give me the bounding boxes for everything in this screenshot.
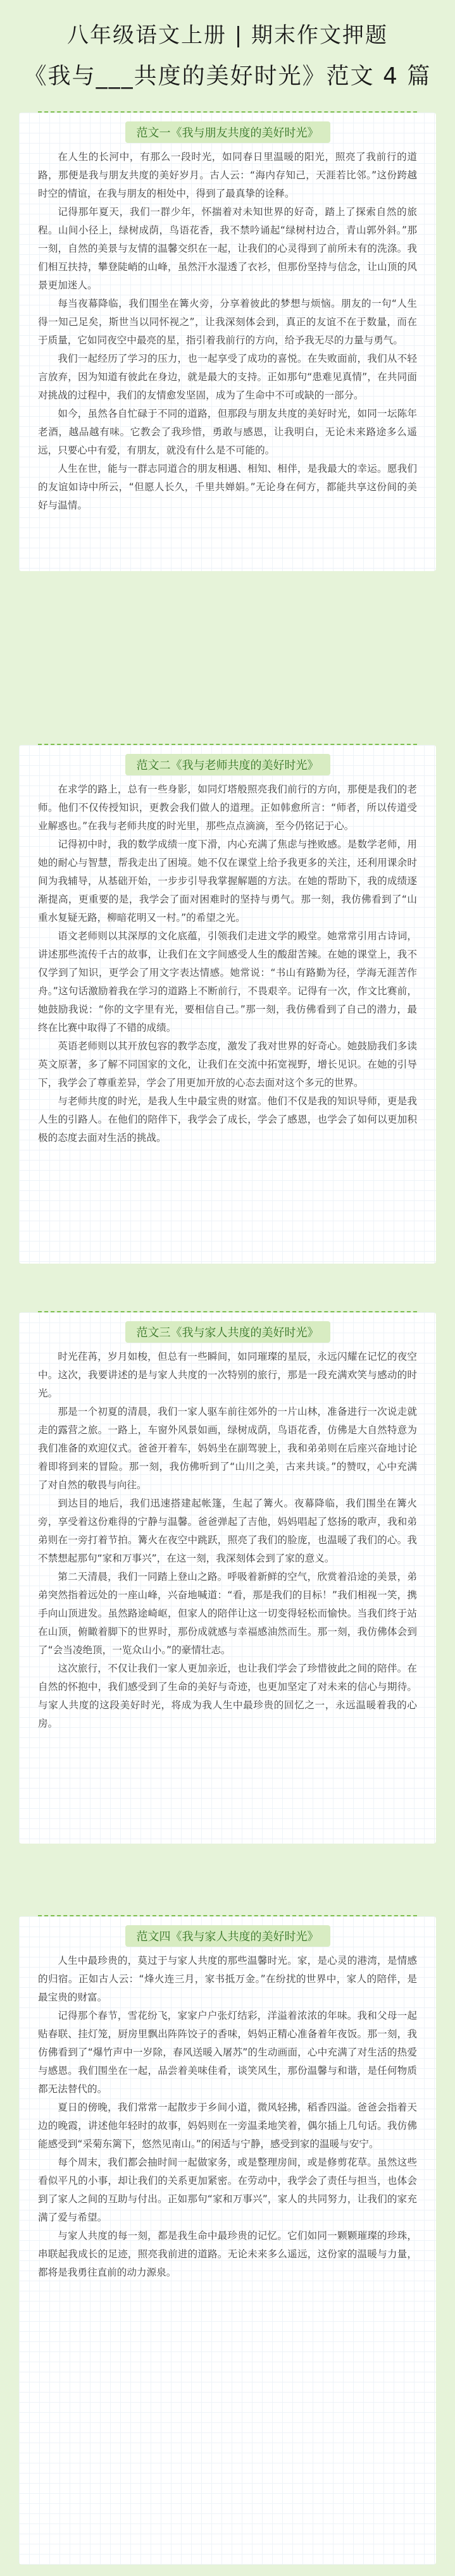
essay-tag: 范文二《我与老师共度的美好时光》	[125, 754, 330, 775]
essay-body	[38, 1952, 417, 2282]
header-title-line2: 《我与___共度的美好时光》范文 4 篇	[23, 63, 432, 89]
essay-tag: 范文四《我与家人共度的美好时光》	[125, 1925, 330, 1947]
essay-tag: 范文一《我与朋友共度的美好时光》	[125, 121, 330, 143]
paragraph: 语文老师则以其深厚的文化底蕴，引领我们走进文学的殿堂。她常常引用古诗词，讲述那些流传千古的故事，让我们在文字间感受人生的酸甜苦辣。在她的课堂上，我不仅学到了知识，更学会了用文字表达情感。她常说：“书山有路勤为径，学海无涯苦作舟。”这句话激励着我在学习的道路上不断前行，不畏艰辛。记得有一次，作文比赛前，她鼓励我说：“你的文字里有光，要相信自己。”那一刻，我仿佛看到了自己的潜力，最终在比赛中取得了不错的成绩。	[38, 930, 417, 1033]
paragraph: 第二天清晨，我们一同踏上登山之路。呼吸着新鲜的空气，欣赏着沿途的美景，弟弟突然指着远处的一座山峰，兴奋地喊道：“看，那是我们的目标！”我们相视一笑，携手向山顶进发。虽然路途崎岖，但家人的陪伴让这一切变得轻松而愉快。当我们终于站在山顶，俯瞰着脚下的世界时，那份成就感与幸福感油然而生。那一刻，我仿佛体会到了“会当凌绝顶，一览众山小。”的豪情壮志。	[38, 1571, 417, 1656]
header	[0, 0, 455, 113]
paragraph: 每个周末，我们都会抽时间一起做家务，或是整理房间，或是修剪花草。虽然这些看似平凡的小事，却让我们的关系更加紧密。在劳动中，我学会了责任与担当，也体会到了家人之间的互助与付出。正如那句“家和万事兴”，家人的共同努力，让我们的家充满了爱与希望。	[38, 2157, 417, 2223]
essay-tag: 范文三《我与家人共度的美好时光》	[125, 1321, 330, 1343]
paragraph: 在人生的长河中，有那么一段时光，如同春日里温暖的阳光，照亮了我前行的道路，那便是我与朋友共度的美好岁月。古人云：“海内存知己，天涯若比邻。”这份跨越时空的情谊，在我与朋友的相处中，得到了最真挚的诠释。	[38, 151, 417, 199]
paragraph: 在求学的路上，总有一些身影，如同灯塔般照亮我们前行的方向，那便是我们的老师。他们不仅传授知识，更教会我们做人的道理。正如韩愈所言：“师者，所以传道受业解惑也。”在我与老师共度的时光里，那些点点滴滴，至今仍铭记于心。	[38, 784, 417, 832]
paragraph: 记得那年夏天，我们一群少年，怀揣着对未知世界的好奇，踏上了探索自然的旅程。山间小径上，绿树成荫，鸟语花香，我不禁吟诵起“绿树村边合，青山郭外斜。”那一刻，自然的美景与友情的温馨交织在一起，让我们的心灵得到了前所未有的洗涤。我们相互扶持，攀登陡峭的山峰，虽然汗水湿透了衣衫，但那份坚持与信念，让山顶的风景更加迷人。	[38, 206, 417, 291]
essay-body	[38, 148, 417, 515]
paragraph: 英语老师则以其开放包容的教学态度，激发了我对世界的好奇心。她鼓励我们多读英文原著，多了解不同国家的文化，让我们在交流中拓宽视野，增长见识。在她的引导下，我学会了尊重差异，学会了用更加开放的心态去面对这个多元的世界。	[38, 1040, 417, 1088]
essay-card-2	[19, 745, 436, 1264]
essay-card-3	[19, 1312, 436, 1844]
dashed-divider	[38, 111, 417, 114]
dashed-divider	[38, 744, 417, 746]
essay-body	[38, 1348, 417, 1733]
dashed-divider	[38, 1311, 417, 1314]
paragraph: 人生中最珍贵的，莫过于与家人共度的那些温馨时光。家，是心灵的港湾，是情感的归宿。正如古人云：“烽火连三月，家书抵万金。”在纷扰的世界中，家人的陪伴，是最宝贵的财富。	[38, 1955, 417, 2003]
essay-body	[38, 780, 417, 1147]
essay-card-4	[19, 1916, 436, 2565]
paragraph: 如今，虽然各自忙碌于不同的道路，但那段与朋友共度的美好时光，如同一坛陈年老酒，越品越有味。它教会了我珍惜，勇敢与感恩，让我明白，无论未来路途多么遥远，只要心中有爱，有朋友，就没有什么是不可能的。	[38, 408, 417, 456]
paragraph: 与老师共度的时光，是我人生中最宝贵的财富。他们不仅是我的知识导师，更是我人生的引路人。在他们的陪伴下，我学会了成长，学会了感恩，也学会了如何以更加积极的态度去面对生活的挑战。	[38, 1095, 417, 1143]
paragraph: 这次旅行，不仅让我们一家人更加亲近，也让我们学会了珍惜彼此之间的陪伴。在自然的怀抱中，我们感受到了生命的美好与奇迹，也更加坚定了对未来的信心与期待。与家人共度的这段美好时光，将成为我人生中最珍贵的回忆之一，永远温暖着我的心房。	[38, 1663, 417, 1729]
paragraph: 我们一起经历了学习的压力，也一起享受了成功的喜悦。在失败面前，我们从不轻言放弃，因为知道有彼此在身边，就是最大的支持。正如那句“患难见真情”，在共同面对挑战的过程中，我们的友情愈发坚固，成为了生命中不可或缺的一部分。	[38, 353, 417, 401]
essay-card-1	[19, 113, 436, 571]
paragraph: 夏日的傍晚，我们常常一起散步于乡间小道，微风轻拂，稻香四溢。爸爸会指着天边的晚霞，讲述他年轻时的故事，妈妈则在一旁温柔地笑着，偶尔插上几句话。我仿佛能感受到“采菊东篱下，悠然见南山。”的闲适与宁静，感受到家的温暖与安宁。	[38, 2102, 417, 2150]
paragraph: 记得那个春节，雪花纷飞，家家户户张灯结彩，洋溢着浓浓的年味。我和父母一起贴春联、挂灯笼，厨房里飘出阵阵饺子的香味，妈妈正精心准备着年夜饭。那一刻，我仿佛看到了“爆竹声中一岁除，春风送暖入屠苏”的生动画面，心中充满了对生活的热爱与感恩。我们围坐在一起，品尝着美味佳肴，谈笑风生，那份温馨与和谐，是任何物质都无法替代的。	[38, 2010, 417, 2095]
paragraph: 到达目的地后，我们迅速搭建起帐篷，生起了篝火。夜幕降临，我们围坐在篝火旁，享受着这份难得的宁静与温馨。爸爸弹起了吉他，妈妈唱起了悠扬的歌声，我和弟弟则在一旁打着节拍。篝火在夜空中跳跃，照亮了我们的脸庞，也温暖了我们的心。我不禁想起那句“家和万事兴”，在这一刻，我深刻体会到了家的意义。	[38, 1498, 417, 1564]
paragraph: 时光荏苒，岁月如梭，但总有一些瞬间，如同璀璨的星辰，永远闪耀在记忆的夜空中。这次，我要讲述的是与家人共度的一次特别的旅行，那是一段充满欢笑与感动的时光。	[38, 1351, 417, 1399]
dashed-divider	[38, 1915, 417, 1918]
header-title-line1: 八年级语文上册 | 期末作文押题	[66, 23, 389, 48]
paragraph: 与家人共度的每一刻，都是我生命中最珍贵的记忆。它们如同一颗颗璀璨的珍珠，串联起我成长的足迹，照亮我前进的道路。无论未来多么遥远，这份家的温暖与力量，都将是我勇往直前的动力源泉。	[38, 2230, 417, 2278]
paragraph: 那是一个初夏的清晨，我们一家人驱车前往郊外的一片山林，准备进行一次说走就走的露营之旅。一路上，车窗外风景如画，绿树成荫，鸟语花香，仿佛是大自然特意为我们准备的欢迎仪式。爸爸开着车，妈妈坐在副驾驶上，我和弟弟则在后座兴奋地讨论着即将到来的冒险。那一刻，我仿佛听到了“山川之美，古来共谈。”的赞叹，心中充满了对自然的敬畏与向往。	[38, 1406, 417, 1491]
paragraph: 人生在世，能与一群志同道合的朋友相遇、相知、相伴，是我最大的幸运。愿我们的友谊如诗中所云，“但愿人长久，千里共婵娟。”无论身在何方，都能共享这份间的美好与温情。	[38, 463, 417, 511]
paragraph: 记得初中时，我的数学成绩一度下滑，内心充满了焦虑与挫败感。是数学老师，用她的耐心与智慧，帮我走出了困境。她不仅在课堂上给予我更多的关注，还利用课余时间为我辅导，从基础开始，一步步引导我掌握解题的方法。在她的帮助下，我的成绩逐渐提高，更重要的是，我学会了面对困难时的坚持与勇气。那一刻，我仿佛看到了“山重水复疑无路，柳暗花明又一村。”的希望之光。	[38, 839, 417, 923]
paragraph: 每当夜幕降临，我们围坐在篝火旁，分享着彼此的梦想与烦恼。朋友的一句“人生得一知己足矣，斯世当以同怀视之”，让我深刻体会到，真正的友谊不在于数量，而在于质量，它如同夜空中最亮的星，指引着我前行的方向，给予我无尽的力量与勇气。	[38, 298, 417, 346]
